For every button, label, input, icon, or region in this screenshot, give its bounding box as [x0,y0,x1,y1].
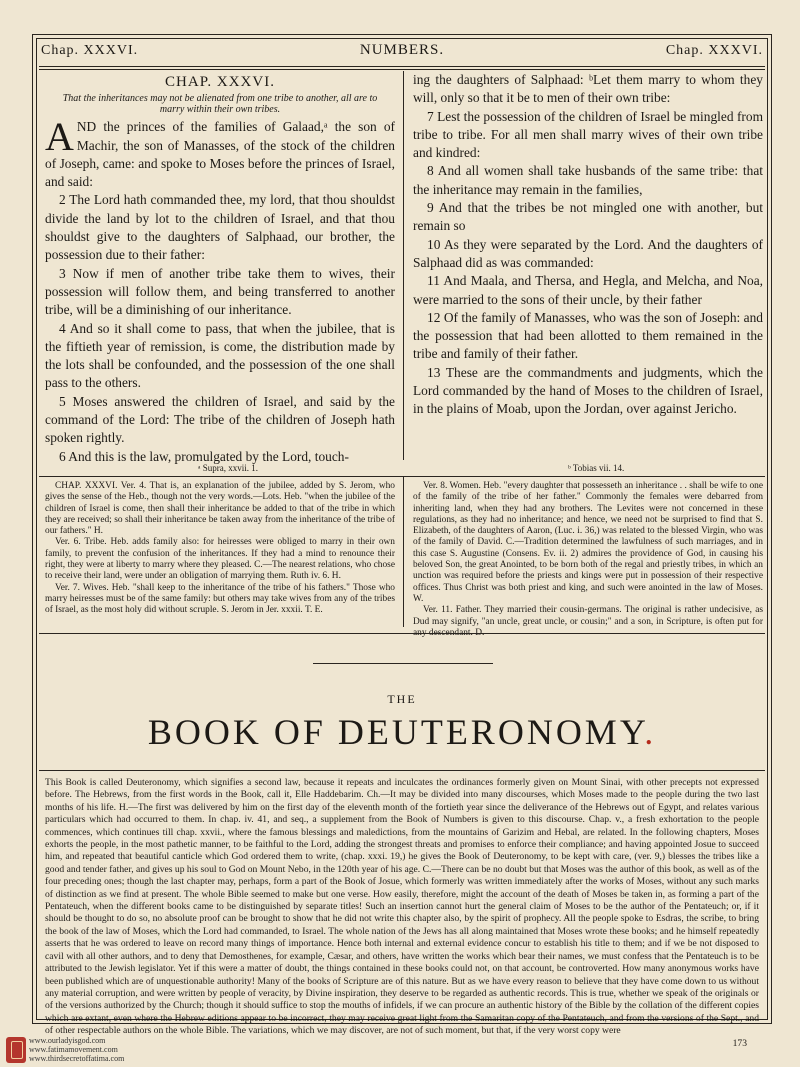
chapter-heading: CHAP. XXXVI. [165,74,275,90]
notes-right [413,481,763,639]
chapter-summary: That the inheritances may not be alienated from one tribe to another, all are to marry within their own tribes. [62,93,378,116]
note: CHAP. XXXVI. Ver. 4. That is, an explanation of the jubilee, added by S. Jerom, who gives the sense of the Heb., though not the very words.—Lots. Heb. "when the jubilee of the children of Israel is come, then shall their inheritance be added to that of the tribe in which they are received; so shall their inheritance be taken away from the inheritance of the tribe of our fathers." H. [45,481,395,537]
book-introduction [45,777,759,1050]
note: Ver. 6. Tribe. Heb. adds family also: for heiresses were obliged to marry in their own family, to prevent the confusion of the inheritances. If they had a mind to renounce their right, they were at liberty to marry where they pleased. C.—The nearest relations, who chose to receive their land, were under an obligation of marrying them. Ruth iv. 6. H. [45,537,395,582]
verse: 5 Moses answered the children of Israel, and said by the command of the Lord: The tribe of the children of Joseph hath spoken rightly. [45,393,395,446]
verse: 13 These are the commandments and judgments, which the Lord commanded by the hand of Moses to the children of Israel, in the plains of Moab, upon the Jordan, over against Jericho. [413,364,763,417]
watermark-url: www.fatimamovement.com [29,1045,118,1054]
verse [45,114,395,191]
book-title-text: BOOK OF DEUTERONOMY [147,712,645,752]
note: Ver. 7. Wives. Heb. "shall keep to the inheritance of the tribe of his fathers." Those who marry heiresses must be of the same family: but others may take wives from any of the tribes of Israel, as the most holy did without scruple. S. Jerom in Jer. xxxii. T. E. [45,582,395,616]
verse: 6 And this is the law, promulgated by the Lord, touch- [59,448,349,464]
watermark-url: www.thirdsecretoffatima.com [29,1054,125,1063]
fatima-logo-icon [6,1037,26,1063]
footnote-left: ᵃ Supra, xxvii. 1. [198,463,258,473]
book-title-end: . [644,712,657,752]
verse: 2 The Lord hath commanded thee, my lord, that thou shouldst divide the land by lot to the children of Israel, and that thou shouldst give to the daughters of Salphaad, our brother, the possession due to their father: [45,192,395,263]
column-divider [403,71,404,460]
watermark-url: www.ourladyisgod.com [29,1036,106,1045]
decorative-dash [313,663,493,664]
verse: 8 And all women shall take husbands of the same tribe: that the inheritance may remain in the families, [413,163,763,197]
note: Ver. 11. Father. They married their cousin-germans. The original is rather undecisive, as Dud may signify, "an uncle, great uncle, or cousin;" and a son, in Scripture, is often put for any descendant. D. [413,605,763,638]
book-title [33,711,771,753]
verse: 7 Lest the possession of the children of Israel be mingled from tribe to tribe. For all men shall marry wives of their own tribe and kindred: [413,108,763,161]
left-column [45,71,395,466]
header-rule [39,66,765,67]
verse: 9 And that the tribes be not mingled one with another, but remain so [413,200,763,234]
title-rule [39,770,765,771]
header-title: NUMBERS. [359,42,445,58]
section-rule [39,633,765,634]
verse: 3 Now if men of another tribe take them to wives, their possession will follow them, and being transferred to another tribe, will be a diminishing of our inheritance. [45,265,395,318]
header-rule-2 [39,69,765,70]
verse: 4 And so it shall come to pass, that when the jubilee, that is the fiftieth year of remission, is come, the distribution made by the lots shall be confounded, and the possession of the one shall pass to the others. [45,320,395,391]
verse: 11 And Maala, and Thersa, and Hegla, and Melcha, and Noa, were married to the sons of their uncle, by their father [413,273,763,307]
header-left: Chap. XXXVI. [41,43,139,58]
notes-rule [39,476,765,477]
footnote-right: ᵇ Tobias vii. 14. [568,463,625,473]
running-header [41,40,763,64]
intro-text: This Book is called Deuteronomy, which signifies a second law, because it repeats and inculcates the ordinances formerly given on Mount Sinai, with other precepts not expressed before. The Hebrews, from the first words in the Book, call it, Elle Haddebarim. Ch.—It may be divided into many discourses, which Moses made to the people during the two last months of his life. H.—The first was delivered by him on the first day of the eleventh month of the fortieth year since the deliverance of the Hebrews out of Egypt, and relates various particulars which had occurred to them. In chap. iv. 41, and seq., a supplement from the Book of Numbers is given to this discourse. Chap. v., a fresh exhortation to the people commences, which continues till chap. xxvii., where the famous blessings and maledictions, from the mountains of Garizim and Hebal, are related. In the following chapters, Moses exhorts the people, in the most pathetic manner, to be faithful to the Lord, adding the strongest threats and promises to enforce their compliance; and having appointed Josue to succeed him, and repeated that beautiful canticle which God ordered them to write, (chap. xxxi. 19,) he gives the Book of Deuteronomy, to be kept with care, (ver. 9,) blesses the tribes like a good and tender father, and gives up his soul to God on Mount Nebo, in the 120th year of his age. C.—There can be no doubt but that Moses was the author of this book, as well as of the four preceding ones; though the last chapter may, perhaps, form a part of the Book of Josue, which formerly was written immediately after the works of Moses, without any such marks of distinction as we find at present. The whole Bible seemed to make but one verse. How easily, therefore, might the account of the death of Moses be taken in, as forming a part of the Pentateuch, when the different books came to be distinguished by separate titles! Such an insertion cannot hurt the general claim of Moses to be the author of the Pentateuch; or, if it should be thought to do so, no absolute proof can be brought to show that he did not write this chapter also, by the spirit of prophecy. All the people spoke to Esdras, the scribe, to bring the book of the law of Moses, which the Lord had commanded, to Israel. The whole nation of the Jews has all along maintained that Moses wrote these books; and he himself repeatedly asserts that he was ordered to leave on record many things of importance. Hence both internal and external evidence concur to establish his title to them; and if we be not disposed to cavil with all other authors, and to deny that Demosthenes, for example, Cæsar, and others, have written the works which bear their names, we must confess that the Pentateuch is to be attributed to the Jewish legislator. Yet if this were a matter of doubt, the things contained in these books could not, on that account, be controverted. How many anonymous works have been published which are of unquestionable authority! Many of the books of Scripture are of this nature. But as we have every reason to believe that they have come down to us without any material corruption, and were written by people of veracity, by Divine inspiration, they deserve to be regarded as authentic records. This is true, whether we speak of the originals or of the versions authorized by the Church; though it should suffice to stop the mouths of infidels, if we can procure an authentic history of the Bible by the collation of the different copies which are extant, even where the Hebrew editions appear to be incorrect, they may receive great light from the Samaritan copy of the Pentateuch, and from the versions of the Sept., and of other respectable authors on the whole Bible. The variations, which we may discover, are not of such moment, but that, if the very worst copy were [45,777,759,1037]
verse: ing the daughters of Salphaad: ᵇLet them marry to whom they will, only so that it be to men of their own tribe: [413,72,763,106]
page-number: 173 [732,1037,747,1049]
note: Ver. 8. Women. Heb. "every daughter that possesseth an inheritance . . shall be wife to one of the family of the tribe of her father." Commonly the females were debarred from inheriting land, when they had any brothers. The Levites were not concerned in these regulations, as they had no inheritance; and hence, we need not be surprised to find that S. Elizabeth, of the daughters of Aaron, (Luc. i. 36,) was related to the blessed Virgin, who was of the family of David. C.—Tradition determined the lawfulness of such marriages, and in this case S. Augustine (Consens. Ev. ii. 2) admires the providence of God, in causing his beloved Son, the great Anointed, to be born both of the regal and priestly tribes, in which an unction was required before the priests and kings were put in possession of their respective offices. Thus Christ was both priest and king, and such were anointed in the law of Moses. W. [413,481,763,604]
verse-text: ND the princes of the families of Galaad,ᵃ the son of Machir, the son of Manasses, of the stock of the children of Joseph, came: and spoke to Moses before the princes of Israel, and said: [45,119,395,190]
drop-cap: A [45,114,74,160]
notes-divider [403,477,404,627]
book-the: THE [387,692,417,706]
header-right: Chap. XXXVI. [665,43,763,58]
verse: 10 As they were separated by the Lord. And the daughters of Salphaad did as was commanded: [413,236,763,270]
verse: 12 Of the family of Manasses, who was the son of Joseph: and the possession that had been allotted to them remained in the tribe and family of their father. [413,309,763,362]
right-column [413,71,763,419]
notes-left [45,481,395,617]
